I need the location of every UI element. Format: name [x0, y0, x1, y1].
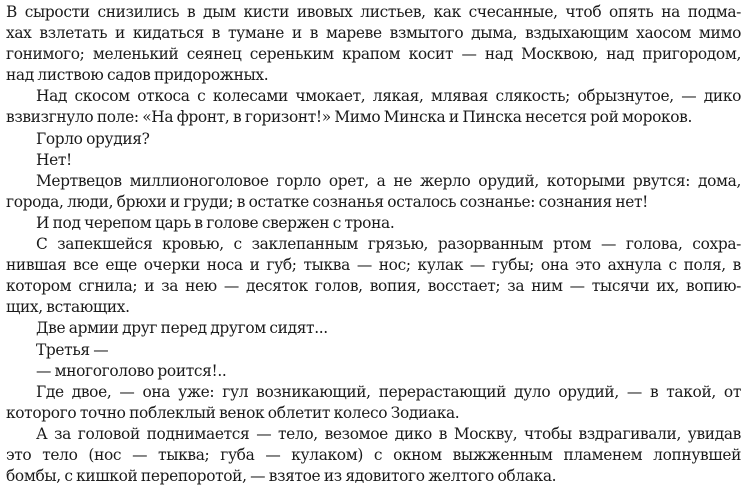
text-line: Нет!: [36, 150, 72, 169]
text-line: Мертвецов миллионоголовое горло орет, а не жерло орудий, которыми рвутся: дома,: [36, 171, 741, 190]
text-line: гонимого; меленький сеянец сереньким крапом косит — над Москвою, над пригородом,: [6, 45, 741, 64]
text-line: Две армии друг перед другом сидят...: [36, 319, 328, 338]
text-line: взвизгнуло поле: «На фронт, в горизонт!» Мимо Минска и Пинска несется рой мороков.: [6, 108, 693, 127]
text-line: бомбы, с кишкой перепоротой, — взятое из ядовитого желтого облака.: [6, 467, 557, 486]
text-line: это тело (нос — тыква; губа — кулаком) с окном выжженным пламенем лопнувшей: [6, 445, 741, 464]
text-line: В сырости снизились в дым кисти ивовых листьев, как счесанные, чтоб опять на подма-: [6, 3, 741, 21]
text-line: нившая все еще очерки носа и губ; тыква — нос; кулак — губы; она это ахнула с поля, в: [6, 256, 741, 275]
text-line: С запекшейся кровью, с заклепанным грязью, разорванным ртом — голова, сохра-: [36, 235, 741, 254]
text-line: И под черепом царь в голове свержен с трона.: [36, 213, 395, 232]
text-line: Где двое, — она уже: гул возникающий, перерастающий дуло орудий, — в такой, от: [36, 382, 741, 401]
text-line: щих, встающих.: [6, 298, 130, 317]
text-line: — многоголово роится!..: [36, 361, 227, 380]
text-line: хах взлетать и кидаться в тумане и в мареве взмытого дыма, вздыхающим хаосом мимо: [6, 24, 741, 43]
text-line: котором сгнила; и за нею — десяток голов, вопия, восстает; за ним — тысячи их, вопию-: [6, 277, 741, 296]
text-line: Над скосом откоса с колесами чмокает, лякая, млявая слякость; обрызнутое, — дико: [36, 87, 741, 106]
text-line: города, люди, брюхи и груди; в остатке сознанья осталось сознанье: сознания нет!: [6, 192, 649, 211]
text-line: которого точно поблеклый венок облетит колесо Зодиака.: [6, 403, 460, 422]
text-line: Горло орудия?: [36, 129, 150, 148]
document-text: [6, 2, 741, 487]
text-line: Третья —: [36, 340, 109, 359]
text-line: А за головой поднимается — тело, везомое дико в Москву, чтобы вздрагивали, увидав: [36, 424, 741, 443]
text-line: над листвою садов придорожных.: [6, 66, 269, 85]
